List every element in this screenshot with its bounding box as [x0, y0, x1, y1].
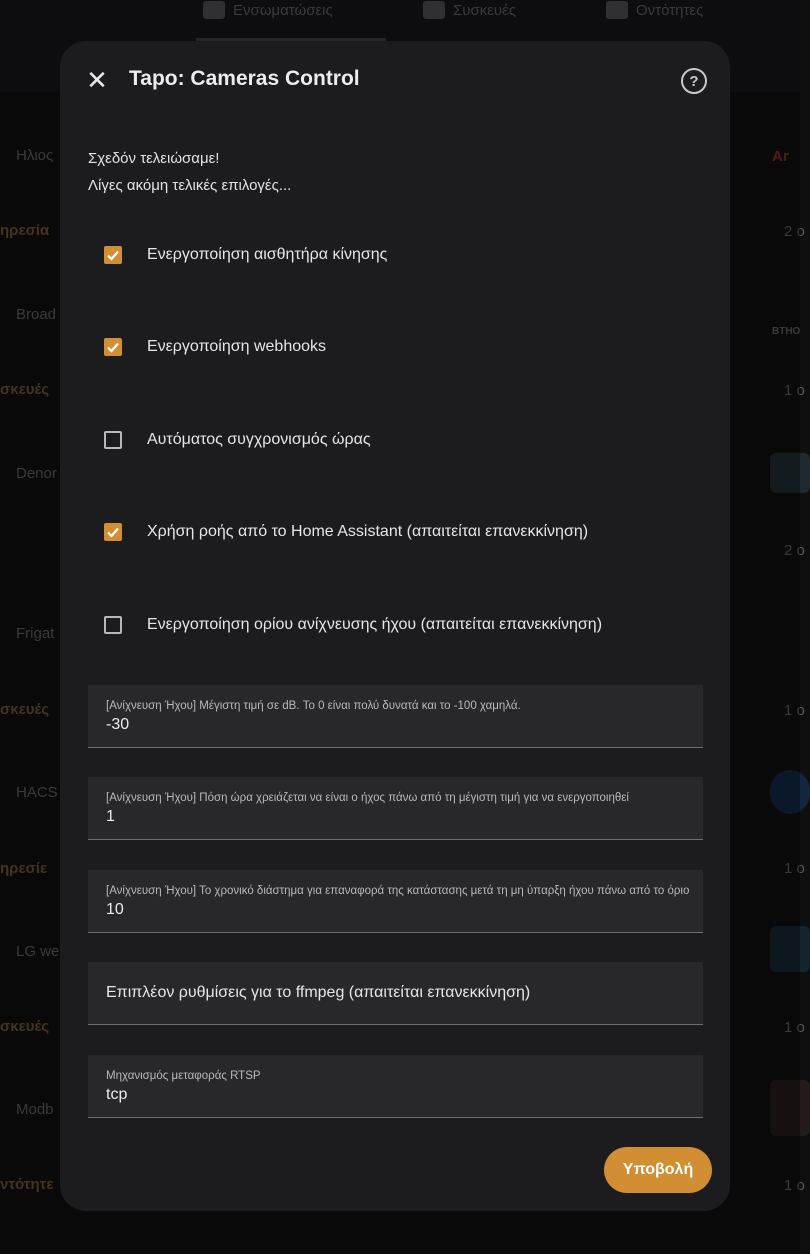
option-label: Χρήση ροής από το Home Assistant (απαιτείται επανεκκίνηση) [147, 523, 589, 540]
close-icon: ✕ [86, 64, 108, 95]
bg-integration-name: Broad [16, 306, 57, 323]
bg-integration-sub: σκευές [0, 701, 50, 718]
check-icon [105, 524, 121, 540]
bg-integration-sub: ηρεσία [0, 222, 50, 239]
checkbox-checked[interactable] [104, 338, 122, 356]
bg-integration-name: Denor [16, 465, 57, 482]
field-value[interactable]: 1 [106, 808, 115, 825]
field-label: Μηχανισμός μεταφοράς RTSP [106, 1070, 261, 1082]
checkbox-unchecked[interactable] [104, 616, 122, 634]
bg-integration-name: HACS [16, 784, 58, 801]
bg-integration-name: LG we [16, 943, 60, 960]
check-icon [105, 247, 121, 263]
config-dialog [60, 41, 730, 1211]
option-webhooks[interactable] [104, 335, 326, 359]
checkbox-checked[interactable] [104, 246, 122, 264]
checkbox-checked[interactable] [104, 523, 122, 541]
field-value[interactable]: -30 [106, 716, 130, 733]
field-label: [Ανίχνευση Ήχου] Πόση ώρα χρειάζεται να είναι ο ήχος πάνω από τη μέγιστη τιμή για να ενεργοποιηθεί [106, 792, 629, 804]
expander-label: Επιπλέον ρυθμίσεις για το ffmpeg (απαιτείται επανεκκίνηση) [106, 984, 531, 1001]
bg-integration-sub: σκευές [0, 381, 50, 398]
checkbox-unchecked[interactable] [104, 431, 122, 449]
bg-logo-text: Ar [772, 148, 789, 165]
check-icon [105, 339, 121, 355]
rtsp-transport-select[interactable] [88, 1055, 703, 1118]
option-ha-stream[interactable] [104, 520, 588, 544]
bg-brand-text: BTHO [772, 326, 801, 337]
bg-integration-sub: ηρεσίε [0, 860, 48, 877]
bg-integration-name: Frigat [16, 625, 55, 642]
bg-integration-name: Ηλιος [16, 147, 54, 164]
option-motion-sensor[interactable] [104, 243, 387, 267]
option-label: Ενεργοποίηση αισθητήρα κίνησης [147, 246, 388, 263]
bg-integration-sub: ντότητε [0, 1176, 54, 1193]
intro-line: Σχεδόν τελειώσαμε! [88, 150, 220, 167]
bg-count: 1 ο [784, 860, 805, 877]
submit-button[interactable]: Υποβολή [604, 1147, 712, 1193]
bg-count: 2 ο [784, 223, 805, 240]
ffmpeg-settings-expander[interactable] [88, 962, 703, 1025]
option-label: Αυτόματος συγχρονισμός ώρας [147, 431, 371, 448]
sound-reset-field[interactable] [88, 870, 703, 933]
bg-count: 1 ο [784, 1019, 805, 1036]
option-time-sync[interactable] [104, 428, 371, 452]
bg-count: 1 ο [784, 1177, 805, 1194]
option-sound-threshold[interactable] [104, 613, 602, 637]
bg-integration-sub: σκευές [0, 1018, 50, 1035]
bg-count: 2 ο [784, 542, 805, 559]
bg-count: 1 ο [784, 382, 805, 399]
option-label: Ενεργοποίηση ορίου ανίχνευσης ήχου (απαιτείται επανεκκίνηση) [147, 616, 603, 633]
help-icon[interactable]: ? [681, 68, 707, 94]
field-value[interactable]: 10 [106, 901, 124, 918]
bg-tab-integrations[interactable]: Ενσωματώσεις [203, 0, 333, 20]
field-label: [Ανίχνευση Ήχου] Μέγιστη τιμή σε dB. Το 0 είναι πολύ δυνατά και το -100 χαμηλά. [106, 700, 521, 712]
dialog-title: Tapo: Cameras Control [129, 67, 360, 90]
option-label: Ενεργοποίηση webhooks [147, 338, 327, 355]
sound-duration-field[interactable] [88, 777, 703, 840]
intro-text [88, 145, 291, 199]
bg-count: 1 ο [784, 702, 805, 719]
bg-integration-name: Modb [16, 1101, 54, 1118]
field-value[interactable]: tcp [106, 1086, 128, 1103]
field-label: [Ανίχνευση Ήχου] Το χρονικό διάστημα για επαναφορά της κατάστασης μετά τη μη ύπαρξη ήχου πάνω από το όριο [106, 885, 690, 897]
bg-tab-devices[interactable]: Συσκευές [423, 0, 516, 20]
close-button[interactable] [82, 65, 112, 95]
bg-tab-entities[interactable]: Οντότητες [606, 0, 703, 20]
intro-line: Λίγες ακόμη τελικές επιλογές... [88, 177, 292, 194]
sound-db-field[interactable] [88, 685, 703, 748]
